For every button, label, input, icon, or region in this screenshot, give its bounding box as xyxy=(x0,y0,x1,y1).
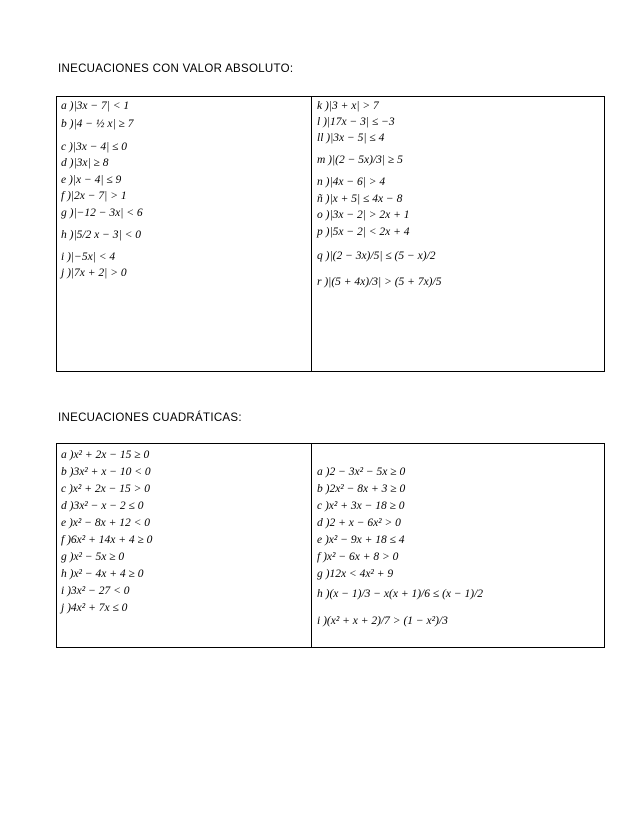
exercise-item: f )x² − 6x + 8 > 0 xyxy=(317,551,399,563)
exercise-item: e )x² − 9x + 18 ≤ 4 xyxy=(317,534,405,546)
exercise-item: ñ )|x + 5| ≤ 4x − 8 xyxy=(317,193,403,205)
column-divider xyxy=(311,444,312,647)
exercise-item: f )6x² + 14x + 4 ≥ 0 xyxy=(61,534,153,546)
exercise-item: i )(x² + x + 2)/7 > (1 − x²)/3 xyxy=(317,615,448,627)
exercise-item: b )2x² − 8x + 3 ≥ 0 xyxy=(317,483,406,495)
exercise-item: b )3x² + x − 10 < 0 xyxy=(61,466,151,478)
exercise-item: o )|3x − 2| > 2x + 1 xyxy=(317,209,410,221)
exercise-item: j )|7x + 2| > 0 xyxy=(61,267,127,279)
exercise-item: e )|x − 4| ≤ 9 xyxy=(61,174,122,186)
exercise-item: h )x² − 4x + 4 ≥ 0 xyxy=(61,568,144,580)
section-title-quadratic: INECUACIONES CUADRÁTICAS: xyxy=(58,412,242,424)
exercise-item: g )|−12 − 3x| < 6 xyxy=(61,207,143,219)
exercise-item: c )x² + 2x − 15 > 0 xyxy=(61,483,150,495)
exercise-item: h )|5/2 x − 3| < 0 xyxy=(61,229,141,241)
exercise-item: h )(x − 1)/3 − x(x + 1)/6 ≤ (x − 1)/2 xyxy=(317,588,484,600)
exercise-item: e )x² − 8x + 12 < 0 xyxy=(61,517,150,529)
exercise-item: d )|3x| ≥ 8 xyxy=(61,157,109,169)
exercise-item: r )|(5 + 4x)/3| > (5 + 7x)/5 xyxy=(317,276,442,288)
exercise-item: d )3x² − x − 2 ≤ 0 xyxy=(61,500,144,512)
exercise-item: a )|3x − 7| < 1 xyxy=(61,100,130,112)
exercise-item: g )x² − 5x ≥ 0 xyxy=(61,551,125,563)
exercise-item: k )|3 + x| > 7 xyxy=(317,100,379,112)
exercise-item: i )3x² − 27 < 0 xyxy=(61,585,130,597)
exercise-item: c )|3x − 4| ≤ 0 xyxy=(61,141,128,153)
exercise-item: c )x² + 3x − 18 ≥ 0 xyxy=(317,500,405,512)
exercise-item: n )|4x − 6| > 4 xyxy=(317,176,386,188)
exercise-item: j )4x² + 7x ≤ 0 xyxy=(61,602,128,614)
exercise-item: l )|17x − 3| ≤ −3 xyxy=(317,116,395,128)
exercise-item: b )|4 − ½ x| ≥ 7 xyxy=(61,118,134,130)
exercise-item: q )|(2 − 3x)/5| ≤ (5 − x)/2 xyxy=(317,250,436,262)
exercise-item: d )2 + x − 6x² > 0 xyxy=(317,517,401,529)
exercise-item: f )|2x − 7| > 1 xyxy=(61,190,127,202)
column-divider xyxy=(311,97,312,371)
exercise-item: a )x² + 2x − 15 ≥ 0 xyxy=(61,449,150,461)
exercise-item: m )|(2 − 5x)/3| ≥ 5 xyxy=(317,154,403,166)
exercise-item: p )|5x − 2| < 2x + 4 xyxy=(317,226,410,238)
exercise-item: ll )|3x − 5| ≤ 4 xyxy=(317,132,385,144)
quadratic-exercises-box xyxy=(56,443,605,648)
absolute-value-exercises-box xyxy=(56,96,605,372)
exercise-item: a )2 − 3x² − 5x ≥ 0 xyxy=(317,466,406,478)
exercise-item: i )|−5x| < 4 xyxy=(61,251,116,263)
section-title-absolute-value: INECUACIONES CON VALOR ABSOLUTO: xyxy=(58,63,294,75)
exercise-item: g )12x < 4x² + 9 xyxy=(317,568,394,580)
